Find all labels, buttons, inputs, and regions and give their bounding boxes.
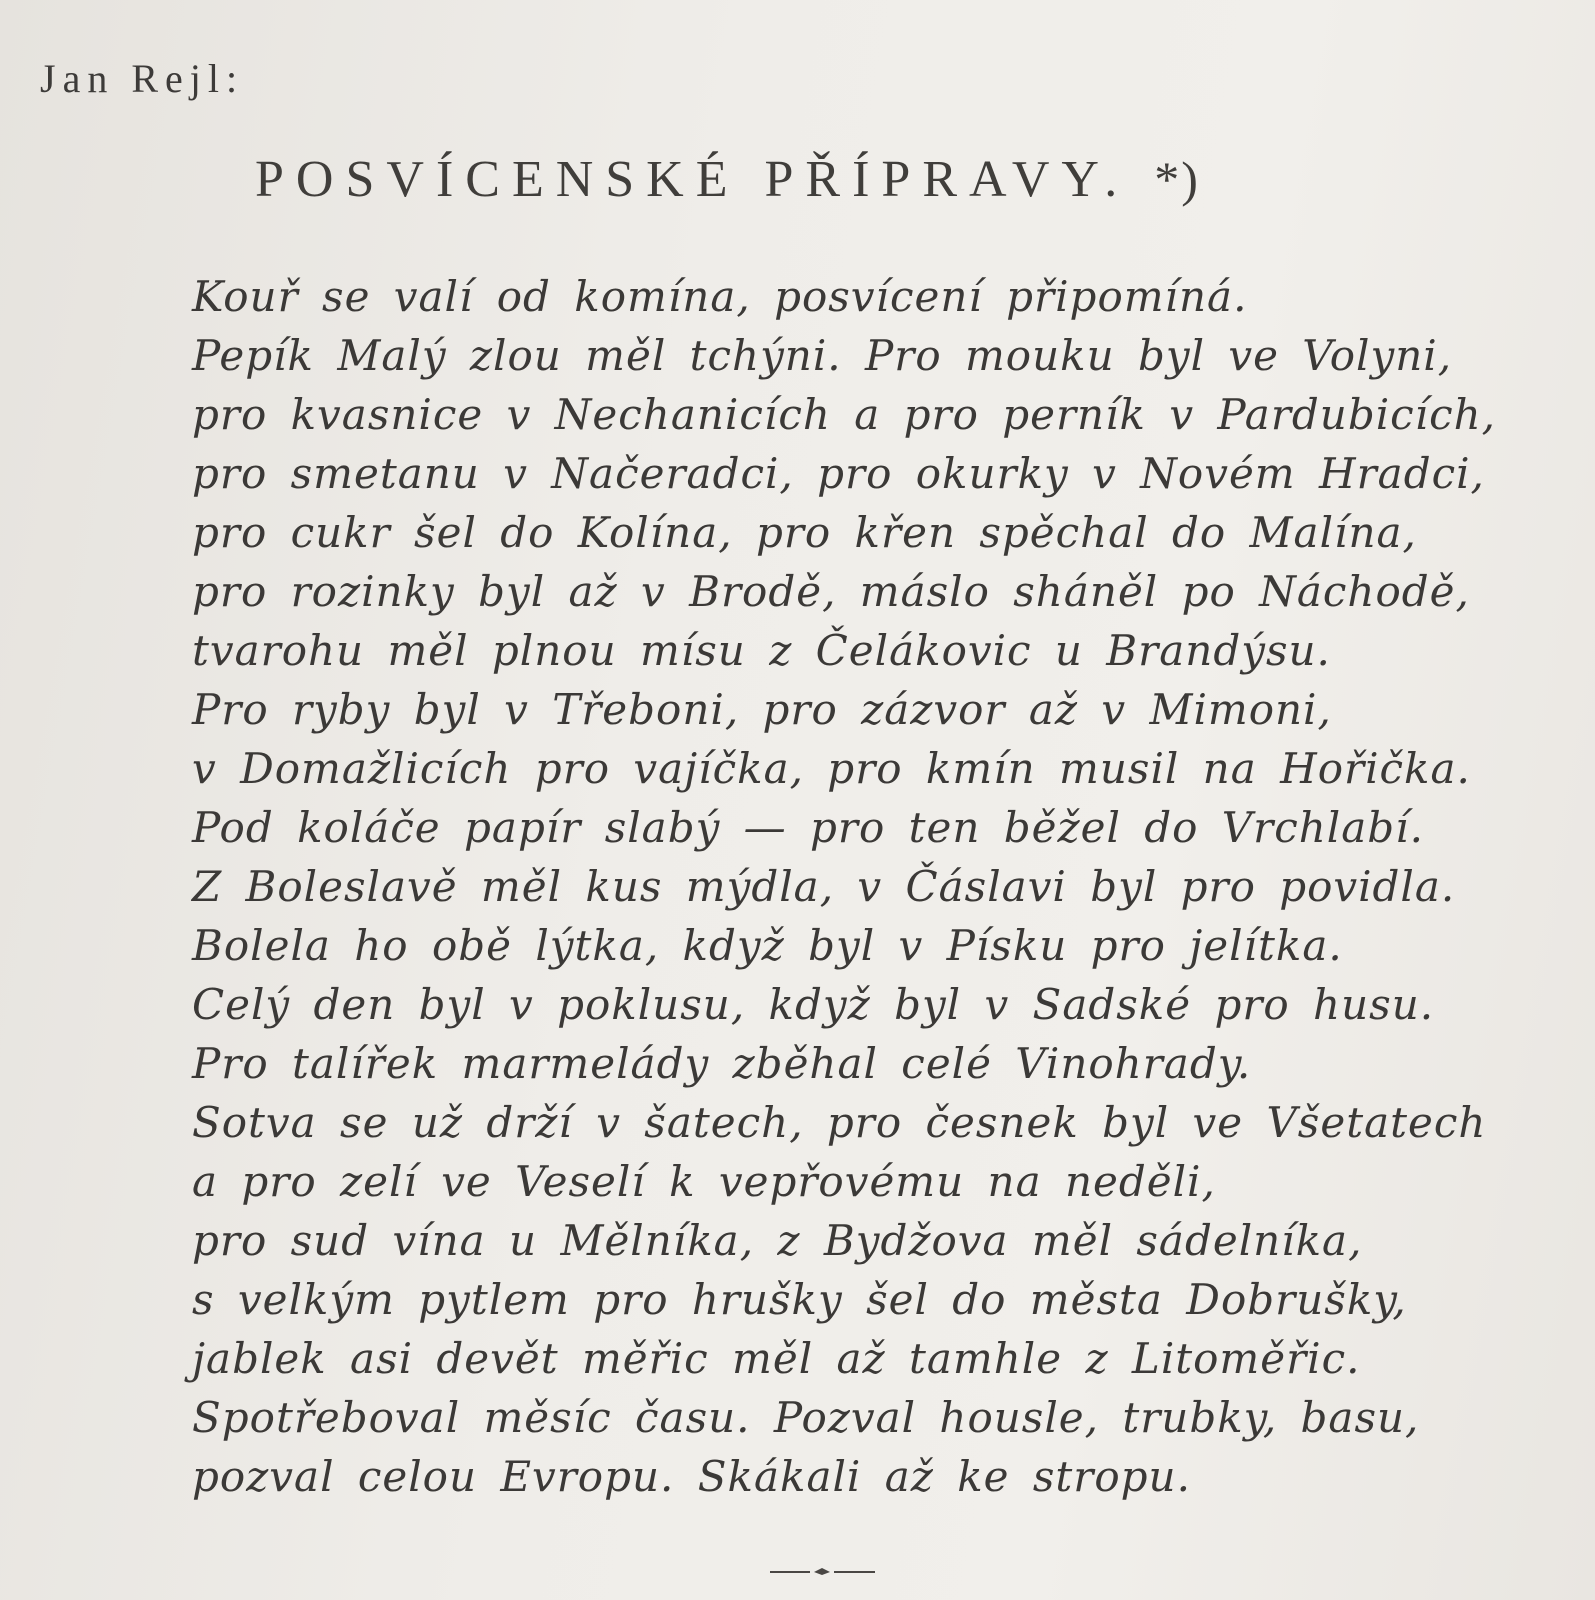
poem-line: tvarohu měl plnou mísu z Čelákovic u Brandýsu. [192,626,1331,675]
poem-title [255,150,1200,209]
poem-line: s velkým pytlem pro hrušky šel do města Dobrušky, [192,1275,1407,1324]
poem-line: jablek asi devět měřic měl až tamhle z Litoměřic. [192,1334,1361,1383]
poem-line: Pro talířek marmelády zběhal celé Vinohrady. [192,1039,1252,1088]
poem-line: v Domažlicích pro vajíčka, pro kmín musil na Hořička. [192,744,1471,793]
poem-line: pro sud vína u Mělníka, z Bydžova měl sádelníka, [192,1216,1363,1265]
author-name: Jan Rejl: [40,56,245,101]
poem-line: Pro ryby byl v Třeboni, pro zázvor až v Mimoni, [192,685,1332,734]
poem-title-text: POSVÍCENSKÉ PŘÍPRAVY. [255,151,1130,208]
poem-line: Bolela ho obě lýtka, když byl v Písku pro jelítka. [192,921,1343,970]
poem-line: Celý den byl v poklusu, když byl v Sadské pro husu. [192,980,1435,1029]
poem-line: pro rozinky byl až v Brodě, máslo sháněl po Náchodě, [192,567,1470,616]
poem-line: Pod koláče papír slabý — pro ten běžel do Vrchlabí. [192,803,1424,852]
poem-line: pozval celou Evropu. Skákali až ke stropu. [192,1452,1191,1501]
poem-line: Spotřeboval měsíc času. Pozval housle, trubky, basu, [192,1393,1420,1442]
poem-body [192,267,1532,1506]
ornament-divider [770,1560,875,1580]
poem-line: pro kvasnice v Nechanicích a pro perník v Pardubicích, [192,390,1497,439]
poem-line: pro smetanu v Načeradci, pro okurky v Novém Hradci, [192,449,1485,498]
poem-line: Z Boleslavě měl kus mýdla, v Čáslavi byl pro povidla. [192,862,1456,911]
poem-line: Pepík Malý zlou měl tchýni. Pro mouku byl ve Volyni, [192,331,1453,380]
poem-line: pro cukr šel do Kolína, pro křen spěchal do Malína, [192,508,1417,557]
poem-line: Kouř se valí od komína, posvícení připomíná. [192,272,1248,321]
footnote-marker: *) [1154,151,1200,207]
poem-line: a pro zelí ve Veselí k vepřovému na neděli, [192,1157,1216,1206]
poem-line: Sotva se už drží v šatech, pro česnek byl ve Všetatech [192,1098,1487,1147]
